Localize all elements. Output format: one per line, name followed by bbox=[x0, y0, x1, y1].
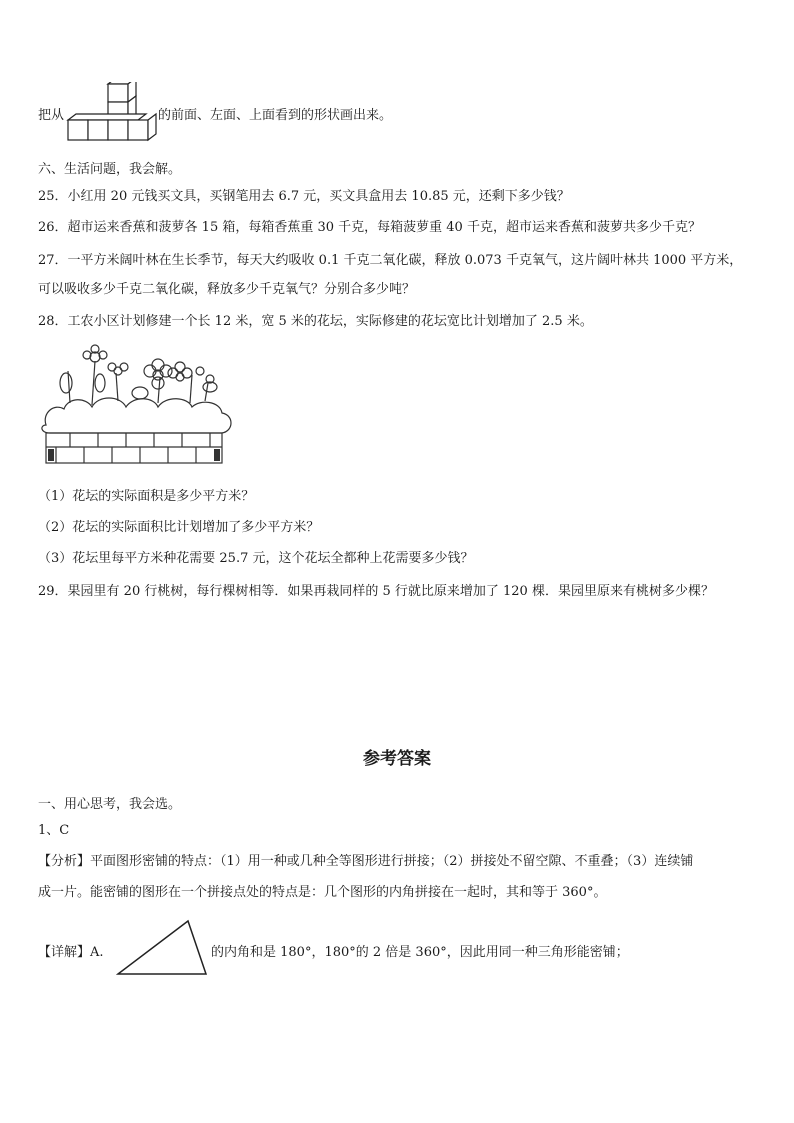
analysis-line1: 【分析】平面图形密铺的特点：（1）用一种或几种全等图形进行拼接；（2）拼接处不留空隙、不重叠；（3）连续铺 bbox=[38, 854, 694, 869]
section-heading-1: 一、用心思考，我会选。 bbox=[38, 797, 182, 812]
question-27-line2: 可以吸收多少千克二氧化碳，释放多少千克氧气？分别合多少吨？ bbox=[38, 282, 416, 297]
question-28-sub2: （2）花坛的实际面积比计划增加了多少平方米？ bbox=[38, 520, 320, 535]
cubes-text-after: 的前面、左面、上面看到的形状画出来。 bbox=[158, 108, 393, 123]
detail-text-after: 的内角和是 180°，180°的 2 倍是 360°，因此用同一种三角形能密铺； bbox=[211, 945, 629, 960]
detail-text-before: 【详解】A. bbox=[38, 945, 104, 960]
question-28: 28．工农小区计划修建一个长 12 米，宽 5 米的花坛，实际修建的花坛宽比计划增加了 2.5 米。 bbox=[38, 314, 593, 329]
triangle-figure bbox=[116, 918, 208, 978]
flower-bed-illustration bbox=[40, 343, 240, 471]
cube-stack-figure bbox=[66, 82, 158, 148]
analysis-line2: 成一片。能密铺的图形在一个拼接点处的特点是：几个图形的内角拼接在一起时，其和等于 360°。 bbox=[38, 885, 607, 900]
question-28-sub3: （3）花坛里每平方米种花需要 25.7 元，这个花坛全都种上花需要多少钱？ bbox=[38, 551, 474, 566]
answers-title: 参考答案 bbox=[363, 749, 431, 769]
question-cubes bbox=[38, 107, 64, 125]
question-29: 29．果园里有 20 行桃树，每行棵树相等．如果再栽同样的 5 行就比原来增加了 120 棵．果园里原来有桃树多少棵？ bbox=[38, 584, 714, 599]
question-28-sub1: （1）花坛的实际面积是多少平方米？ bbox=[38, 489, 255, 504]
question-25: 25．小红用 20 元钱买文具，买钢笔用去 6.7 元，买文具盒用去 10.85 元，还剩下多少钱？ bbox=[38, 189, 570, 204]
cubes-text-before: 把从 bbox=[38, 108, 65, 123]
section-heading-6: 六、生活问题，我会解。 bbox=[38, 162, 182, 177]
question-26: 26．超市运来香蕉和菠萝各 15 箱，每箱香蕉重 30 千克，每箱菠萝重 40 千克，超市运来香蕉和菠萝共多少千克？ bbox=[38, 220, 701, 235]
question-27-line1: 27．一平方米阔叶林在生长季节，每天大约吸收 0.1 千克二氧化碳，释放 0.073 千克氧气，这片阔叶林共 1000 平方米， bbox=[38, 253, 743, 268]
answer-1: 1、C bbox=[38, 823, 70, 838]
